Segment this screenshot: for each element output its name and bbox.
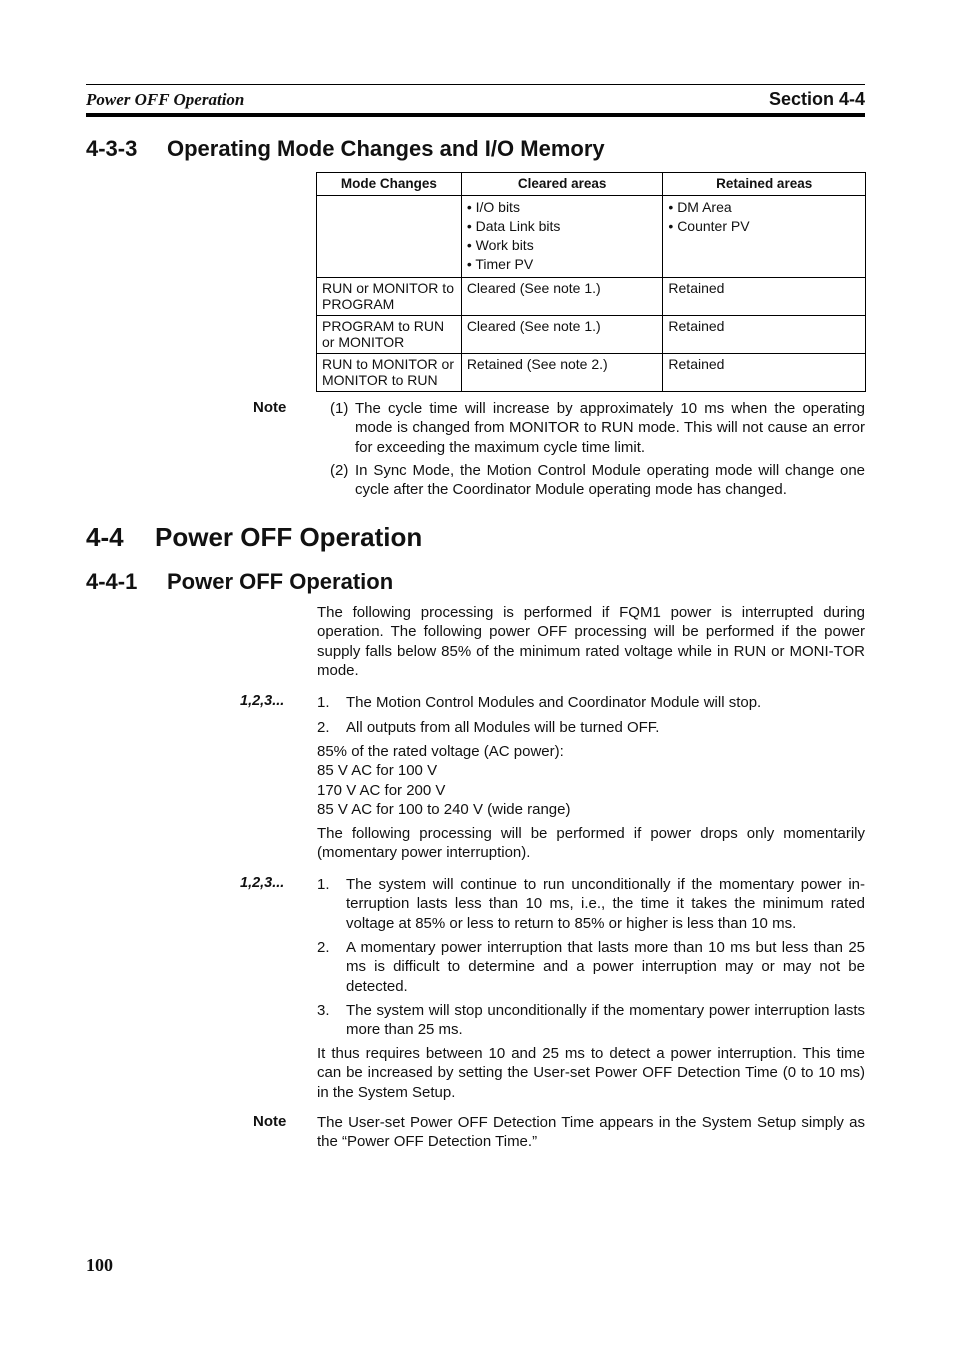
running-header-section: Section 4-4 (768, 89, 865, 109)
note-label: Note (253, 399, 287, 416)
step-number: 3. (317, 1002, 330, 1019)
list-item: • Timer PV (466, 256, 534, 272)
table-cell: RUN or MONITOR to PROGRAM (317, 278, 462, 316)
voltage-line: 85% of the rated voltage (AC power): (317, 743, 564, 760)
table-cell: Cleared (See note 1.) (461, 316, 663, 354)
section-title: Power OFF Operation (167, 569, 394, 594)
note-item-text: In Sync Mode, the Motion Control Module operating mode will change one cycle after the Coordinator Module operating mode has changed. (355, 462, 865, 499)
list-item: • Counter PV (668, 218, 750, 234)
list-item: • Data Link bits (466, 218, 561, 234)
intro-paragraph: The following processing is performed if FQM1 power is interrupted during operation. The following power OFF processing will be performed if the power supply falls below 85% of the minimum rated voltage while in RUN or MONI-TOR mode. (317, 604, 865, 680)
table-cell: RUN to MONITOR or MONITOR to RUN (317, 354, 462, 392)
steps-label: 1,2,3... (240, 693, 285, 709)
step-number: 1. (317, 694, 330, 711)
step-number: 1. (317, 876, 330, 893)
voltage-block (317, 742, 865, 820)
section-number: 4-4-1 (86, 569, 138, 594)
step-text: The system will continue to run unconditionally if the momentary power in-terruption lasts less than 10 ms, i.e., the time it takes the minimum rated voltage at 85% or less to return to 85% or higher is less than 10 ms. (346, 876, 865, 932)
table-header-cell: Retained areas (663, 173, 866, 196)
section-heading-4-4-1 (86, 569, 393, 595)
steps-label: 1,2,3... (240, 875, 285, 891)
step-text: The Motion Control Modules and Coordinator Module will stop. (346, 694, 762, 711)
voltage-line: 85 V AC for 100 to 240 V (wide range) (317, 801, 571, 819)
step-text: The system will stop unconditionally if the momentary power interruption lasts more than 25 ms. (346, 1002, 865, 1039)
table-row (317, 316, 866, 354)
section-heading-4-4 (86, 522, 422, 553)
note-item-number: (1) (330, 400, 349, 417)
header-top-rule (86, 84, 865, 85)
table-row (317, 278, 866, 316)
table-cell: Retained (See note 2.) (461, 354, 663, 392)
table-row (317, 196, 866, 278)
note-label: Note (253, 1113, 287, 1130)
section-title: Operating Mode Changes and I/O Memory (167, 136, 605, 161)
table-cell: Retained (663, 354, 866, 392)
table-cell: Retained (663, 278, 866, 316)
cleared-areas-list (461, 196, 663, 278)
note-item-number: (2) (330, 462, 349, 479)
table-cell: Retained (663, 316, 866, 354)
step-number: 2. (317, 939, 330, 956)
header-bottom-rule (86, 113, 865, 117)
list-item: • I/O bits (466, 199, 520, 215)
detection-paragraph: It thus requires between 10 and 25 ms to detect a power interruption. This time can be increased by setting the User-set Power OFF Detection Time (0 to 10 ms) in the System Setup. (317, 1045, 865, 1101)
section-title: Power OFF Operation (155, 522, 423, 552)
note-text: The User-set Power OFF Detection Time appears in the System Setup simply as the “Power OFF Detection Time.” (317, 1114, 865, 1151)
table-cell: PROGRAM to RUN or MONITOR (317, 316, 462, 354)
page-number: 100 (86, 1255, 113, 1275)
table-header-cell: Cleared areas (461, 173, 663, 196)
note-item-text: The cycle time will increase by approximately 10 ms when the operating mode is changed from MONITOR to RUN mode. This will not cause an error for exceeding the maximum cycle time limit. (355, 400, 865, 456)
section-number: 4-4 (86, 522, 124, 552)
table-row (317, 354, 866, 392)
running-header-title: Power OFF Operation (86, 90, 245, 109)
momentary-intro-paragraph: The following processing will be performed if power drops only momentarily (momentary power interruption). (317, 825, 865, 862)
mode-changes-table (316, 172, 866, 392)
step-number: 2. (317, 719, 330, 736)
table-header-cell: Mode Changes (317, 173, 462, 196)
table-header-row (317, 173, 866, 196)
retained-areas-list (663, 196, 866, 278)
list-item: • Work bits (466, 237, 534, 253)
step-text: All outputs from all Modules will be turned OFF. (346, 719, 660, 736)
table-cell: Cleared (See note 1.) (461, 278, 663, 316)
list-item: • DM Area (668, 199, 732, 215)
voltage-line: 85 V AC for 100 V (317, 762, 438, 780)
section-number: 4-3-3 (86, 136, 138, 161)
table-cell (317, 196, 462, 278)
step-text: A momentary power interruption that lasts more than 10 ms but less than 25 ms is difficult to determine and a power interruption may or may not be detected. (346, 939, 865, 995)
section-heading-4-3-3 (86, 136, 605, 162)
voltage-line: 170 V AC for 200 V (317, 781, 446, 799)
